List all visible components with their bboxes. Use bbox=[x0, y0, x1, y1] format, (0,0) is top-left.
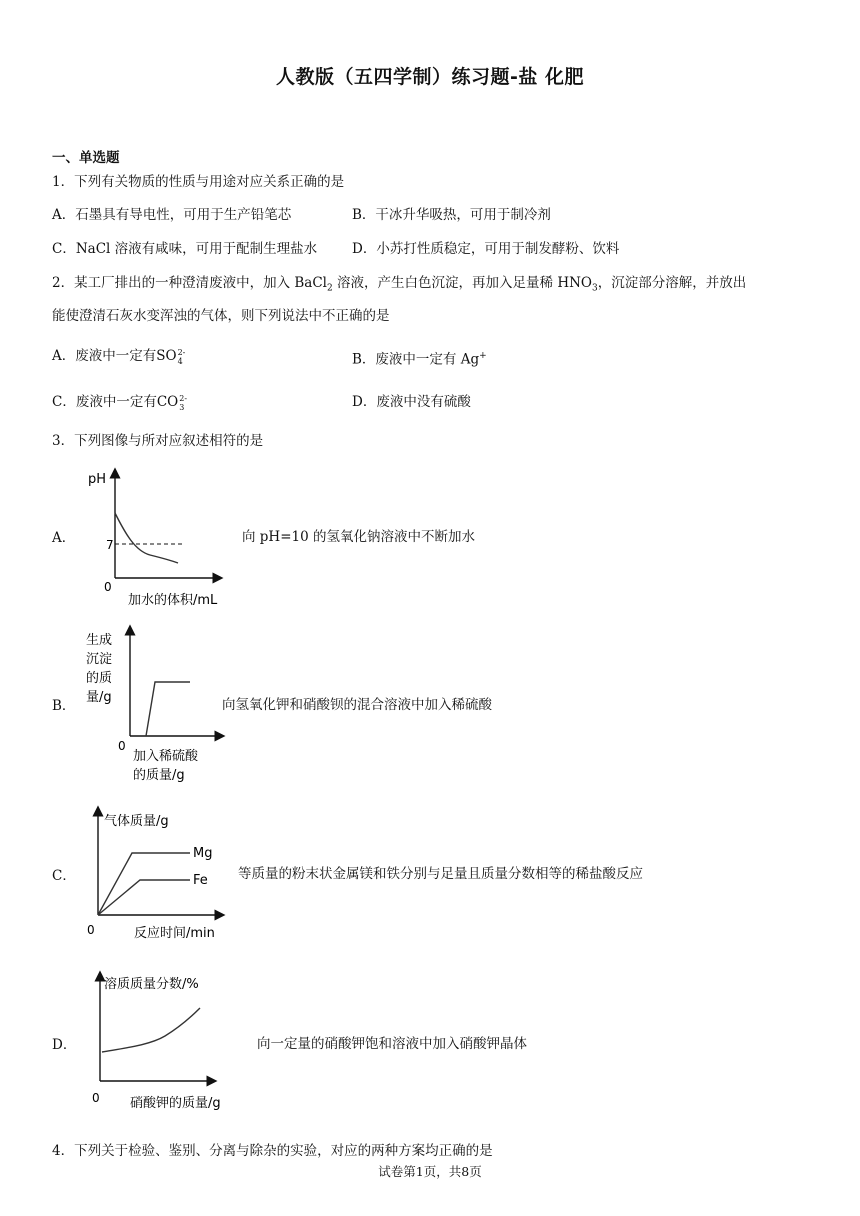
q3-option-a-desc: 向 pH=10 的氢氧化钠溶液中不断加水 bbox=[242, 529, 475, 545]
origin-label: 0 bbox=[92, 1091, 100, 1105]
q2-option-a: A．废液中一定有SO 2- 4 bbox=[52, 347, 186, 366]
q3-option-b-desc: 向氢氧化钾和硝酸钡的混合溶液中加入稀硫酸 bbox=[222, 697, 492, 713]
section-heading: 一、单选题 bbox=[52, 150, 120, 166]
page-title: 人教版（五四学制）练习题-盐 化肥 bbox=[275, 66, 584, 88]
q3-option-b-letter: B． bbox=[52, 698, 76, 714]
q3-option-c-letter: C． bbox=[52, 868, 76, 884]
q3-option-d-letter: D． bbox=[52, 1037, 77, 1053]
series-fe-line bbox=[98, 880, 190, 915]
q1-option-a: A．石墨具有导电性，可用于生产铅笔芯 bbox=[52, 207, 292, 223]
y-axis-label-line2: 沉淀 bbox=[86, 652, 113, 667]
precipitate-line bbox=[146, 682, 190, 736]
x-axis-label: 加水的体积/mL bbox=[128, 593, 218, 608]
y-axis-label: 溶质质量分数/% bbox=[104, 977, 199, 992]
origin-label: 0 bbox=[87, 923, 95, 937]
y-axis-label-line4: 量/g bbox=[86, 690, 112, 705]
y-axis-label: 气体质量/g bbox=[104, 814, 169, 829]
y-axis-label: pH bbox=[88, 472, 107, 487]
q3-stem: 3．下列图像与所对应叙述相符的是 bbox=[52, 433, 264, 449]
q3-option-a-letter: A． bbox=[52, 530, 76, 546]
x-axis-label: 硝酸钾的质量/g bbox=[130, 1096, 221, 1111]
origin-label: 0 bbox=[104, 580, 112, 594]
q3-graph-d bbox=[80, 970, 255, 1115]
page-footer: 试卷第1页，共8页 bbox=[378, 1164, 482, 1179]
q1-option-d: D．小苏打性质稳定，可用于制发酵粉、饮料 bbox=[352, 241, 620, 257]
y-axis-label-line3: 的质 bbox=[86, 671, 113, 686]
series-mg-label: Mg bbox=[193, 846, 213, 861]
q3-option-c-desc: 等质量的粉末状金属镁和铁分别与足量且质量分数相等的稀盐酸反应 bbox=[238, 866, 643, 882]
q1-option-c: C．NaCl 溶液有咸味，可用于配制生理盐水 bbox=[52, 241, 318, 257]
x-axis-label-line1: 加入稀硫酸 bbox=[133, 749, 199, 764]
series-fe-label: Fe bbox=[193, 873, 208, 888]
q3-graph-c bbox=[80, 805, 240, 945]
q1-option-b: B．干冰升华吸热，可用于制冷剂 bbox=[352, 207, 551, 223]
q1-stem: 1．下列有关物质的性质与用途对应关系正确的是 bbox=[52, 174, 345, 190]
q3-option-d-desc: 向一定量的硝酸钾饱和溶液中加入硝酸钾晶体 bbox=[257, 1036, 527, 1052]
y-tick-7: 7 bbox=[106, 538, 114, 552]
origin-label: 0 bbox=[118, 739, 126, 753]
q4-stem: 4．下列关于检验、鉴别、分离与除杂的实验，对应的两种方案均正确的是 bbox=[52, 1143, 493, 1159]
q2-stem-line1: 2．某工厂排出的一种澄清废液中，加入 BaCl$_2$ 溶液，产生白色沉淀，再加入足量稀 $HNO_3$，沉淀部分溶解，并放出 bbox=[52, 275, 747, 294]
x-axis-label: 反应时间/min bbox=[134, 926, 215, 941]
q2-stem-line2: 能使澄清石灰水变浑浊的气体，则下列说法中不正确的是 bbox=[52, 308, 390, 324]
q3-graph-a bbox=[80, 463, 250, 611]
series-mg-line bbox=[98, 853, 190, 915]
x-axis-label-line2: 的质量/g bbox=[133, 768, 185, 783]
q3-graph-b bbox=[80, 622, 230, 787]
q2-option-b: B．废液中一定有 Ag+ bbox=[352, 351, 487, 368]
q2-option-c: C．废液中一定有CO 2- 3 bbox=[52, 393, 188, 412]
q2-option-d: D．废液中没有硫酸 bbox=[352, 394, 471, 410]
ph-curve bbox=[115, 513, 178, 563]
y-axis-label-line1: 生成 bbox=[86, 633, 113, 648]
mass-fraction-curve bbox=[102, 1008, 200, 1052]
